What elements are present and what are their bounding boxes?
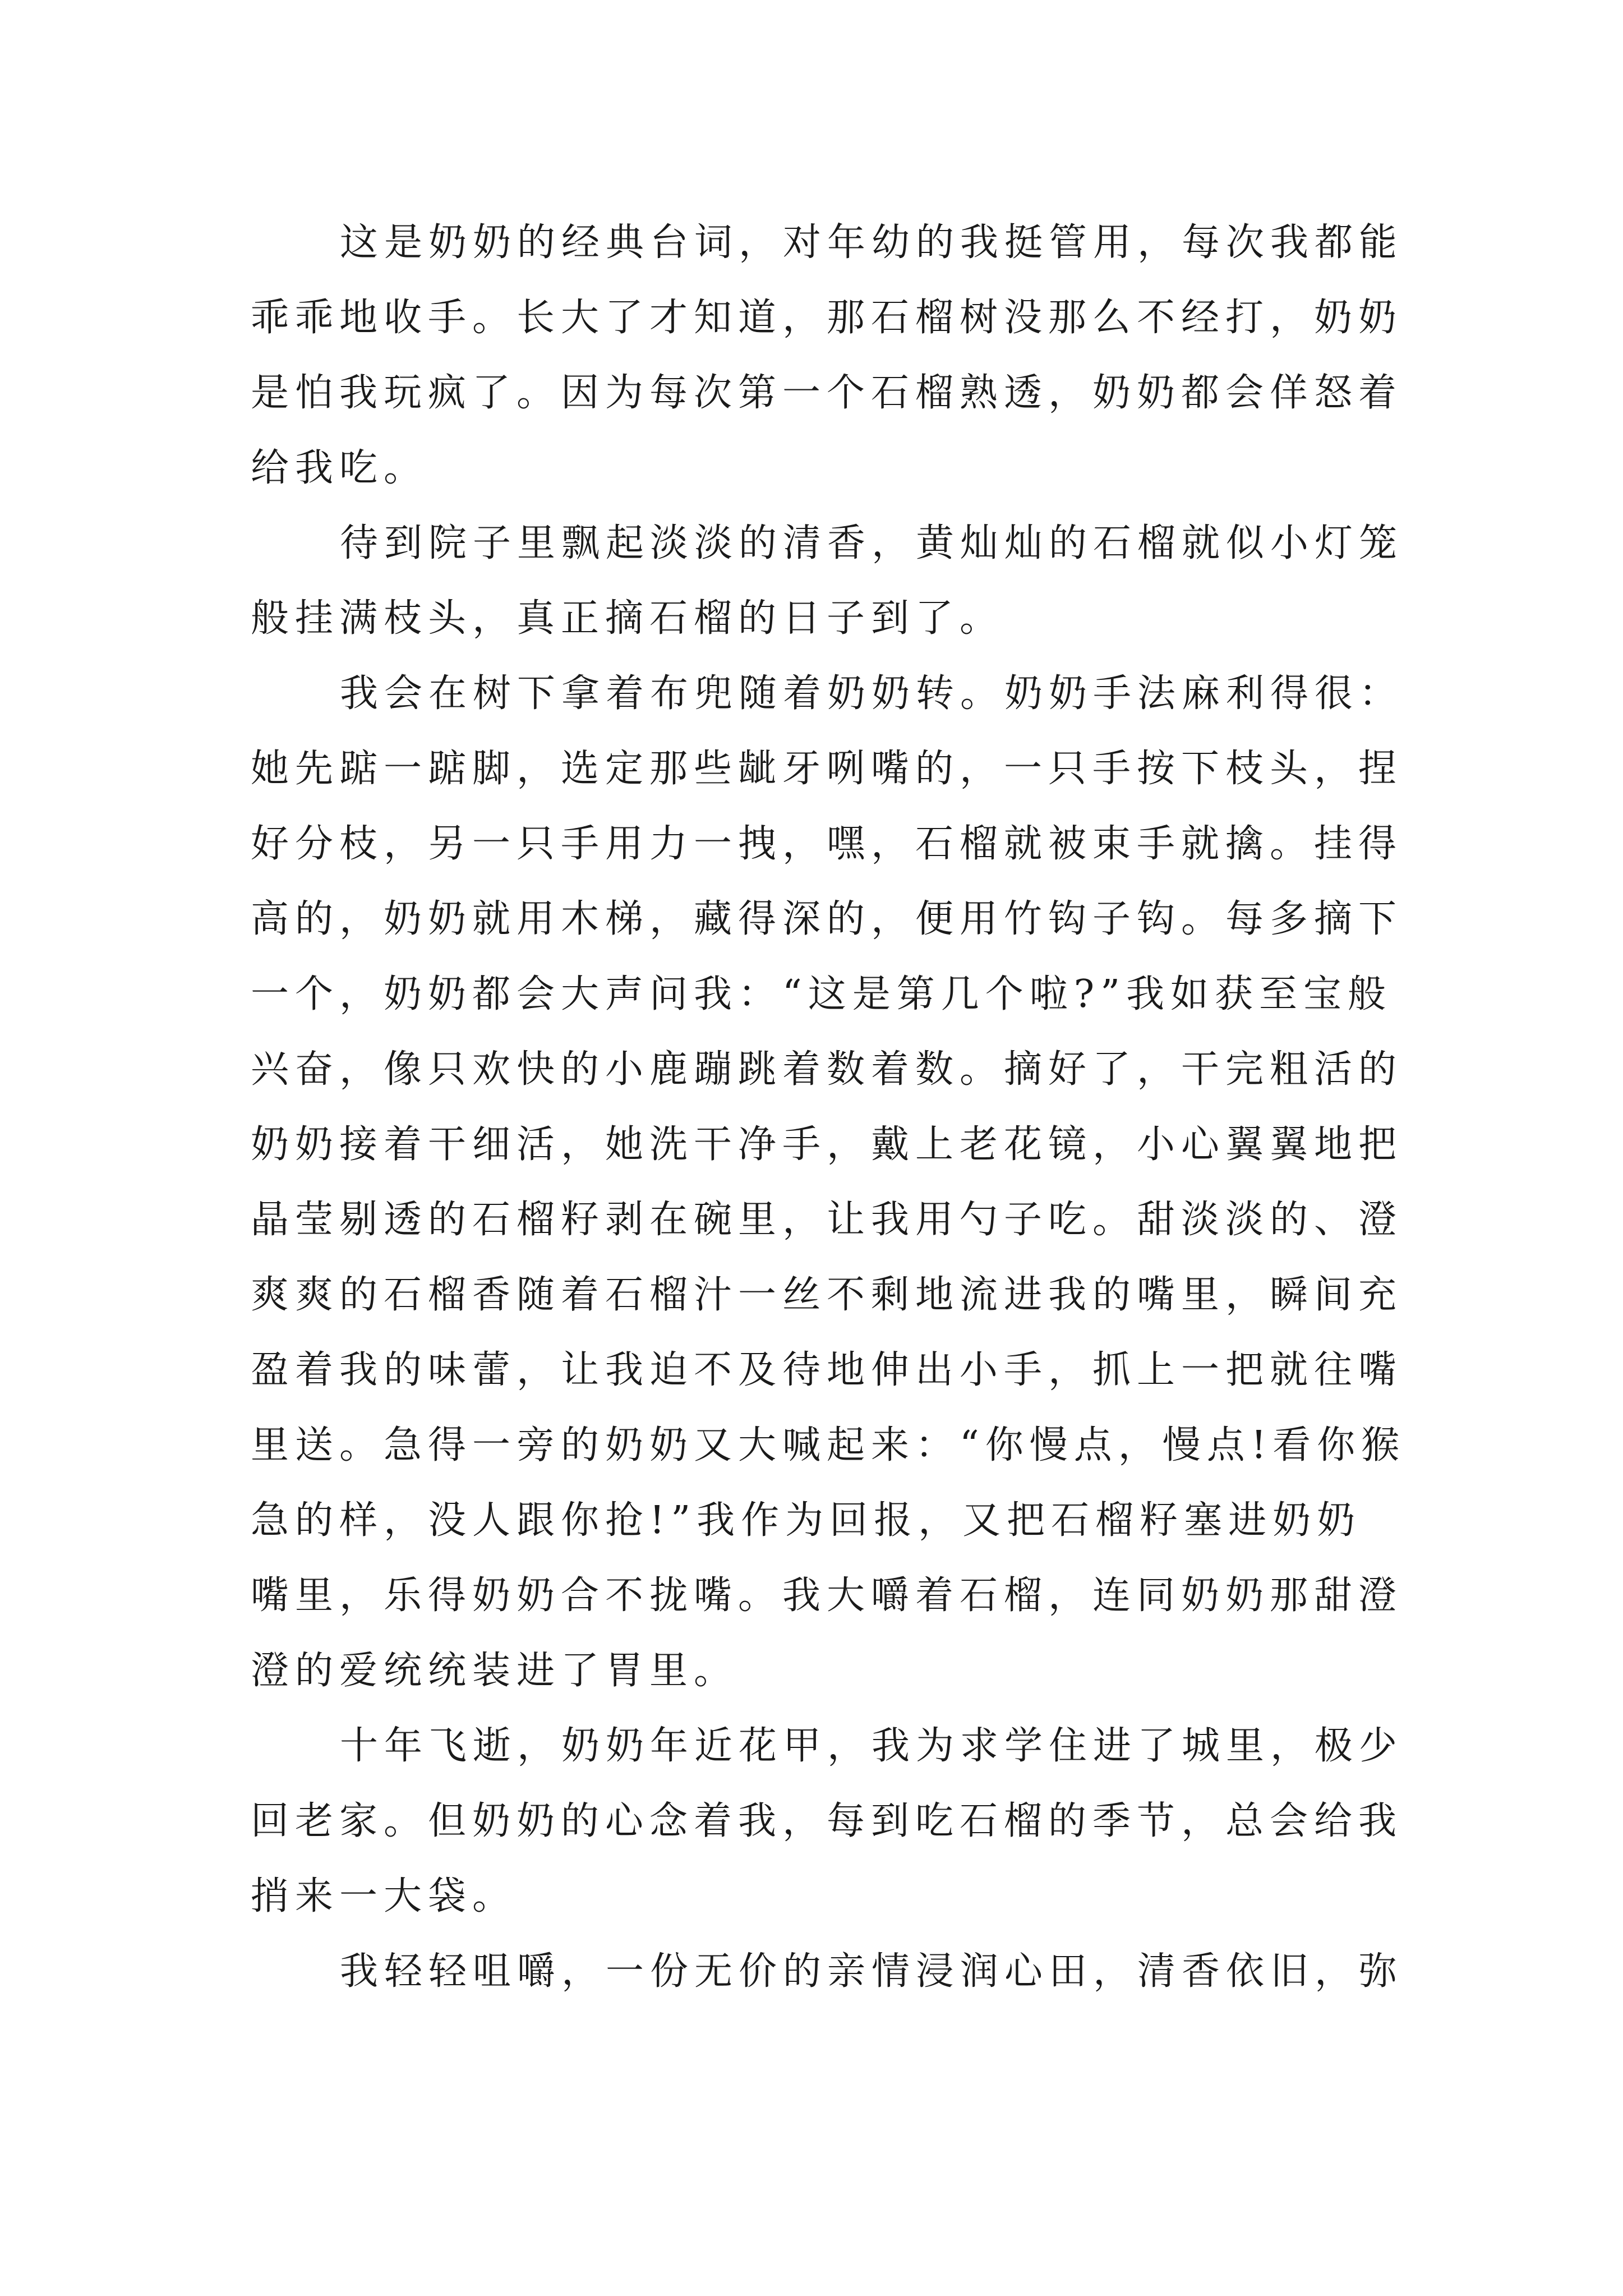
- text-line: 澄的爱统统装进了胃里。: [251, 1649, 739, 1693]
- text-line: 急的样，没人跟你抢!”我作为回报，又把石榴籽塞进奶奶: [251, 1498, 1362, 1543]
- text-line: 奶奶接着干细活，她洗干净手，戴上老花镜，小心翼翼地把: [251, 1122, 1403, 1167]
- text-line: 高的，奶奶就用木梯，藏得深的，便用竹钩子钩。每多摘下: [251, 897, 1403, 941]
- text-line: 是怕我玩疯了。因为每次第一个石榴熟透，奶奶都会佯怒着: [251, 371, 1403, 415]
- text-line: 一个，奶奶都会大声问我：“这是第几个啦?”我如获至宝般: [251, 972, 1392, 1016]
- text-line: 般挂满枝头，真正摘石榴的日子到了。: [251, 596, 1004, 641]
- text-line: 嘴里，乐得奶奶合不拢嘴。我大嚼着石榴，连同奶奶那甜澄: [251, 1573, 1403, 1618]
- text-line: 兴奋，像只欢快的小鹿蹦跳着数着数。摘好了，干完粗活的: [251, 1047, 1403, 1092]
- text-line: 给我吃。: [251, 446, 428, 490]
- text-line: 晶莹剔透的石榴籽剥在碗里，让我用勺子吃。甜淡淡的、澄: [251, 1198, 1403, 1242]
- text-line: 我轻轻咀嚼，一份无价的亲情浸润心田，清香依旧，弥: [340, 1949, 1404, 1994]
- text-line: 我会在树下拿着布兜随着奶奶转。奶奶手法麻利得很：: [340, 671, 1404, 716]
- text-line: 盈着我的味蕾，让我迫不及待地伸出小手，抓上一把就往嘴: [251, 1348, 1403, 1392]
- text-line: 好分枝，另一只手用力一拽，嘿，石榴就被束手就擒。挂得: [251, 822, 1403, 866]
- text-line: 这是奶奶的经典台词，对年幼的我挺管用，每次我都能: [340, 220, 1404, 265]
- text-line: 乖乖地收手。长大了才知道，那石榴树没那么不经打，奶奶: [251, 296, 1403, 340]
- text-line: 里送。急得一旁的奶奶又大喊起来：“你慢点，慢点!看你猴: [251, 1423, 1406, 1467]
- text-line: 待到院子里飘起淡淡的清香，黄灿灿的石榴就似小灯笼: [340, 521, 1404, 565]
- text-line: 回老家。但奶奶的心念着我，每到吃石榴的季节，总会给我: [251, 1799, 1403, 1843]
- text-line: 爽爽的石榴香随着石榴汁一丝不剩地流进我的嘴里，瞬间充: [251, 1273, 1403, 1317]
- document-body: [251, 205, 1406, 2009]
- text-line: 她先踮一踮脚，选定那些龇牙咧嘴的，一只手按下枝头，捏: [251, 747, 1403, 791]
- text-line: 十年飞逝，奶奶年近花甲，我为求学住进了城里，极少: [340, 1724, 1404, 1768]
- text-line: 捎来一大袋。: [251, 1874, 517, 1918]
